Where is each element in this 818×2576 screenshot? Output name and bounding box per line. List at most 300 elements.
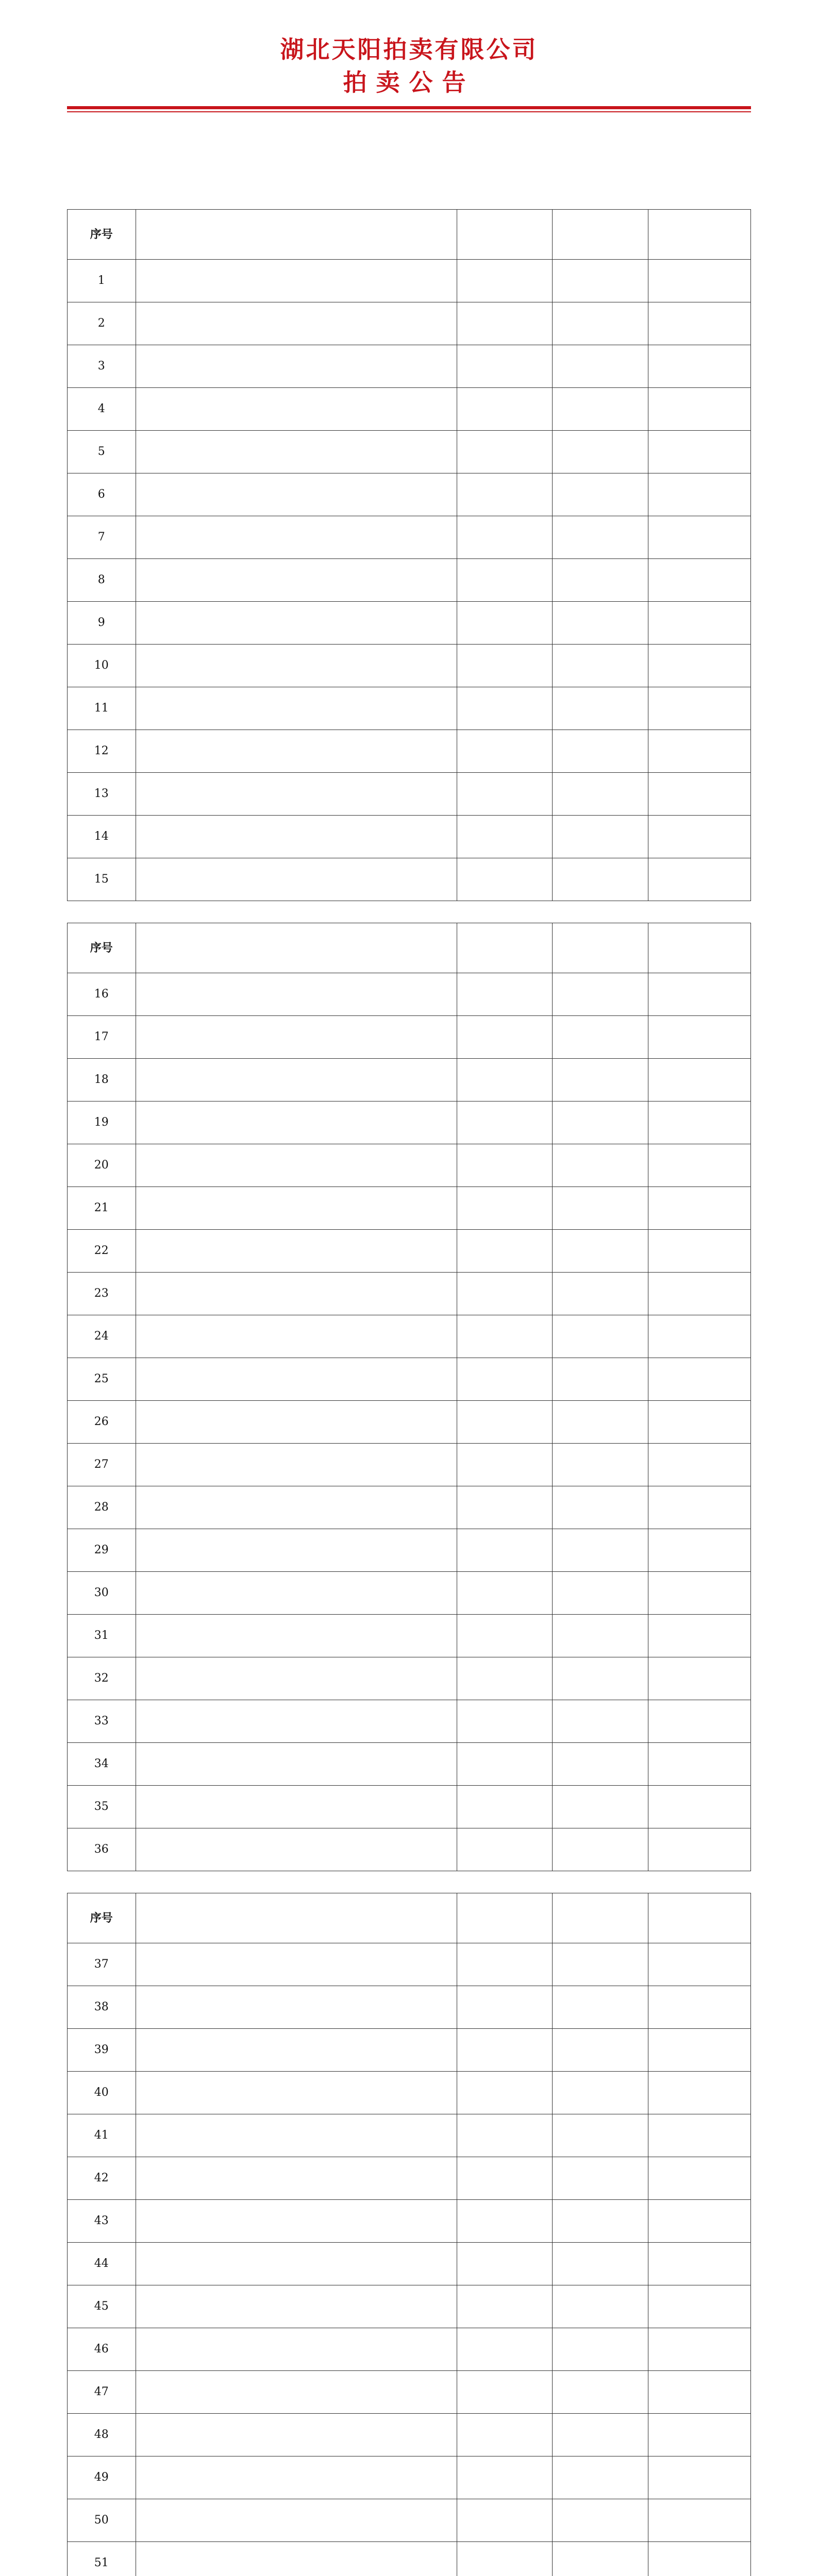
cell-area [457,516,553,559]
cell-deposit [648,1144,751,1187]
cell-address [136,1943,457,1986]
table-row [68,645,751,687]
cell-address [136,1016,457,1059]
table-row [68,1572,751,1615]
cell-address [136,1230,457,1273]
cell-no: 12 [68,730,136,773]
cell-price [553,2328,648,2371]
cell-price [553,1059,648,1101]
cell-no: 23 [68,1273,136,1315]
table-row [68,1187,751,1230]
cell-deposit [648,260,751,302]
cell-address [136,2371,457,2414]
cell-deposit [648,2157,751,2200]
cell-address [136,816,457,858]
cell-address [136,1529,457,1572]
cell-deposit [648,473,751,516]
cell-no: 9 [68,602,136,645]
table-row [68,730,751,773]
cell-price [553,773,648,816]
cell-deposit [648,345,751,388]
cell-address [136,1401,457,1444]
table-row [68,2414,751,2456]
table-row [68,516,751,559]
cell-no: 11 [68,687,136,730]
cell-no: 33 [68,1700,136,1743]
table-row [68,559,751,602]
header-price [553,210,648,260]
table-row [68,1486,751,1529]
cell-price [553,2285,648,2328]
table-row [68,602,751,645]
cell-deposit [648,730,751,773]
cell-price [553,2114,648,2157]
cell-no: 21 [68,1187,136,1230]
table-row [68,816,751,858]
table-header-row [68,923,751,973]
table-row [68,1016,751,1059]
cell-address [136,473,457,516]
cell-price [553,260,648,302]
cell-no: 40 [68,2072,136,2114]
cell-deposit [648,2542,751,2576]
cell-no: 22 [68,1230,136,1273]
cell-area [457,2499,553,2542]
table-row [68,1743,751,1786]
cell-address [136,2243,457,2285]
cell-no: 48 [68,2414,136,2456]
cell-deposit [648,1943,751,1986]
cell-deposit [648,2328,751,2371]
cell-area [457,559,553,602]
cell-no: 50 [68,2499,136,2542]
letterhead [67,33,751,112]
cell-price [553,2542,648,2576]
table-row [68,2243,751,2285]
cell-price [553,687,648,730]
table-row [68,1657,751,1700]
cell-deposit [648,973,751,1016]
cell-no: 14 [68,816,136,858]
table-row [68,1315,751,1358]
cell-price [553,2072,648,2114]
table-row [68,1444,751,1486]
cell-price [553,345,648,388]
cell-no: 39 [68,2029,136,2072]
header-area [457,1893,553,1943]
intro-paragraph [67,126,751,173]
header-area [457,210,553,260]
cell-address [136,1315,457,1358]
cell-no: 18 [68,1059,136,1101]
cell-address [136,2328,457,2371]
cell-area [457,1059,553,1101]
cell-no: 5 [68,431,136,473]
cell-no: 51 [68,2542,136,2576]
cell-area [457,1529,553,1572]
cell-address [136,1444,457,1486]
cell-area [457,1144,553,1187]
cell-address [136,1786,457,1828]
cell-price [553,431,648,473]
table-row [68,260,751,302]
cell-price [553,2499,648,2542]
cell-deposit [648,2285,751,2328]
cell-price [553,473,648,516]
cell-price [553,559,648,602]
cell-deposit [648,2200,751,2243]
cell-price [553,1144,648,1187]
table-row [68,687,751,730]
cell-deposit [648,773,751,816]
cell-deposit [648,2414,751,2456]
cell-no: 26 [68,1401,136,1444]
cell-area [457,816,553,858]
header-no: 序号 [68,923,136,973]
cell-no: 17 [68,1016,136,1059]
header-rule-thin [67,111,751,112]
cell-price [553,2414,648,2456]
cell-area [457,2414,553,2456]
cell-deposit [648,1187,751,1230]
table-row [68,2072,751,2114]
cell-address [136,1486,457,1529]
cell-address [136,431,457,473]
table-header-row [68,1893,751,1943]
cell-address [136,858,457,901]
table-row [68,1828,751,1871]
cell-area [457,645,553,687]
cell-address [136,2157,457,2200]
cell-address [136,345,457,388]
cell-deposit [648,602,751,645]
header-address [136,1893,457,1943]
lot-table [67,923,751,1871]
cell-price [553,1572,648,1615]
section-heading-lots [67,187,751,209]
cell-price [553,2157,648,2200]
cell-area [457,2456,553,2499]
table-row [68,2456,751,2499]
cell-deposit [648,559,751,602]
cell-area [457,1358,553,1401]
cell-deposit [648,1986,751,2029]
cell-deposit [648,1529,751,1572]
cell-deposit [648,1358,751,1401]
cell-area [457,1572,553,1615]
table-row [68,2285,751,2328]
cell-deposit [648,1059,751,1101]
table-row [68,973,751,1016]
header-deposit [648,1893,751,1943]
cell-deposit [648,645,751,687]
cell-deposit [648,1657,751,1700]
cell-price [553,1486,648,1529]
cell-area [457,2243,553,2285]
table-row [68,2029,751,2072]
cell-area [457,2542,553,2576]
cell-deposit [648,2114,751,2157]
lot-table [67,209,751,901]
cell-deposit [648,388,751,431]
cell-price [553,1187,648,1230]
cell-price [553,858,648,901]
header-rule-thick [67,106,751,109]
cell-deposit [648,302,751,345]
cell-price [553,2243,648,2285]
cell-deposit [648,858,751,901]
cell-address [136,2114,457,2157]
cell-no: 15 [68,858,136,901]
cell-address [136,1657,457,1700]
cell-price [553,1786,648,1828]
cell-area [457,1101,553,1144]
cell-area [457,1230,553,1273]
cell-address [136,1572,457,1615]
cell-area [457,1187,553,1230]
cell-no: 19 [68,1101,136,1144]
table-header-row [68,210,751,260]
cell-no: 34 [68,1743,136,1786]
cell-deposit [648,1315,751,1358]
cell-area [457,1828,553,1871]
cell-no: 30 [68,1572,136,1615]
cell-deposit [648,516,751,559]
cell-no: 2 [68,302,136,345]
table-row [68,1101,751,1144]
cell-area [457,1786,553,1828]
header-price [553,923,648,973]
table-row [68,473,751,516]
cell-area [457,687,553,730]
cell-address [136,687,457,730]
cell-no: 16 [68,973,136,1016]
cell-price [553,1315,648,1358]
cell-area [457,1273,553,1315]
cell-price [553,516,648,559]
cell-no: 45 [68,2285,136,2328]
cell-deposit [648,431,751,473]
cell-address [136,1358,457,1401]
cell-area [457,773,553,816]
cell-price [553,1529,648,1572]
header-deposit [648,210,751,260]
cell-address [136,602,457,645]
cell-address [136,2029,457,2072]
table-row [68,2542,751,2576]
cell-deposit [648,2029,751,2072]
cell-address [136,2456,457,2499]
table-row [68,431,751,473]
table-row [68,345,751,388]
table-row [68,1401,751,1444]
table-row [68,1986,751,2029]
table-row [68,2157,751,2200]
cell-area [457,730,553,773]
cell-price [553,1016,648,1059]
cell-area [457,602,553,645]
lot-table [67,1893,751,2576]
notice-title: 拍卖公告 [343,69,475,96]
cell-area [457,1444,553,1486]
cell-price [553,816,648,858]
cell-price [553,973,648,1016]
cell-deposit [648,2456,751,2499]
cell-area [457,2029,553,2072]
cell-area [457,1401,553,1444]
cell-deposit [648,2371,751,2414]
cell-address [136,1615,457,1657]
cell-address [136,1101,457,1144]
cell-deposit [648,1743,751,1786]
cell-address [136,1986,457,2029]
table-row [68,858,751,901]
cell-address [136,645,457,687]
cell-address [136,260,457,302]
cell-price [553,2371,648,2414]
table-row [68,2114,751,2157]
cell-no: 27 [68,1444,136,1486]
cell-area [457,2371,553,2414]
cell-price [553,1444,648,1486]
cell-address [136,730,457,773]
header-area [457,923,553,973]
cell-address [136,2200,457,2243]
cell-price [553,730,648,773]
cell-area [457,431,553,473]
cell-no: 36 [68,1828,136,1871]
header-no: 序号 [68,210,136,260]
cell-no: 32 [68,1657,136,1700]
table-row [68,2328,751,2371]
cell-no: 7 [68,516,136,559]
cell-address [136,388,457,431]
cell-area [457,2072,553,2114]
cell-price [553,2456,648,2499]
cell-price [553,1401,648,1444]
cell-deposit [648,1828,751,1871]
cell-deposit [648,1486,751,1529]
cell-no: 49 [68,2456,136,2499]
cell-address [136,973,457,1016]
cell-deposit [648,1230,751,1273]
cell-area [457,388,553,431]
cell-no: 10 [68,645,136,687]
cell-no: 44 [68,2243,136,2285]
cell-price [553,1230,648,1273]
cell-no: 6 [68,473,136,516]
table-row [68,1273,751,1315]
cell-no: 37 [68,1943,136,1986]
cell-no: 28 [68,1486,136,1529]
cell-no: 31 [68,1615,136,1657]
cell-deposit [648,2072,751,2114]
cell-address [136,2542,457,2576]
cell-price [553,2200,648,2243]
cell-no: 42 [68,2157,136,2200]
cell-no: 3 [68,345,136,388]
cell-address [136,302,457,345]
cell-no: 35 [68,1786,136,1828]
cell-area [457,1016,553,1059]
cell-address [136,1059,457,1101]
cell-area [457,1315,553,1358]
cell-deposit [648,816,751,858]
cell-price [553,1358,648,1401]
cell-deposit [648,2243,751,2285]
cell-area [457,302,553,345]
cell-deposit [648,1786,751,1828]
cell-deposit [648,1101,751,1144]
cell-price [553,2029,648,2072]
cell-deposit [648,1572,751,1615]
cell-no: 29 [68,1529,136,1572]
cell-no: 46 [68,2328,136,2371]
cell-address [136,2285,457,2328]
header-no: 序号 [68,1893,136,1943]
cell-area [457,260,553,302]
cell-no: 41 [68,2114,136,2157]
cell-area [457,1986,553,2029]
cell-address [136,1828,457,1871]
table-row [68,1230,751,1273]
cell-area [457,345,553,388]
cell-address [136,2072,457,2114]
cell-area [457,2114,553,2157]
company-name: 湖北天阳拍卖有限公司 [280,36,538,63]
cell-price [553,388,648,431]
cell-address [136,2499,457,2542]
table-row [68,2200,751,2243]
cell-address [136,1700,457,1743]
table-row [68,773,751,816]
cell-price [553,1273,648,1315]
cell-area [457,2328,553,2371]
cell-address [136,1144,457,1187]
cell-price [553,1828,648,1871]
cell-price [553,1101,648,1144]
table-row [68,1786,751,1828]
cell-address [136,1743,457,1786]
lot-tables [67,209,751,2576]
table-row [68,1144,751,1187]
table-row [68,388,751,431]
header-price [553,1893,648,1943]
page-break [67,1871,751,1893]
cell-no: 4 [68,388,136,431]
cell-address [136,773,457,816]
cell-deposit [648,1615,751,1657]
table-row [68,2371,751,2414]
cell-deposit [648,1016,751,1059]
cell-area [457,1486,553,1529]
table-row [68,2499,751,2542]
cell-no: 1 [68,260,136,302]
cell-deposit [648,1401,751,1444]
cell-price [553,602,648,645]
cell-deposit [648,1700,751,1743]
cell-address [136,516,457,559]
cell-price [553,1743,648,1786]
cell-area [457,973,553,1016]
cell-address [136,2414,457,2456]
table-row [68,1358,751,1401]
cell-area [457,858,553,901]
cell-deposit [648,1444,751,1486]
cell-deposit [648,2499,751,2542]
cell-area [457,2157,553,2200]
header-address [136,923,457,973]
